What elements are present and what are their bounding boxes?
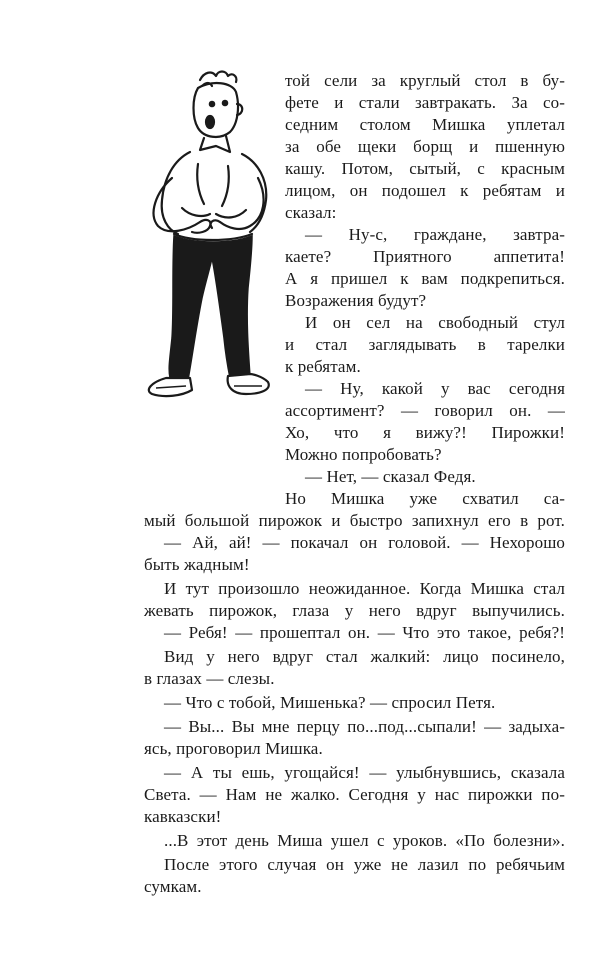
text-line: — Ну, какой у вас сегодня	[305, 379, 565, 398]
text-line: — Ребя! — прошептал он. — Что это такое, ребя?!	[164, 623, 565, 642]
text-line: И тут произошло неожиданное. Когда Мишка стал	[164, 579, 565, 598]
text-line: Возражения будут?	[285, 291, 427, 310]
text-line: жевать пирожок, глаза у него вдруг выпучились.	[144, 601, 565, 620]
text-line: И он сел на свободный стул	[305, 313, 565, 332]
text-line: лицом, он подошел к ребятам и	[285, 181, 565, 200]
text-line: — Что с тобой, Мишенька? — спросил Петя.	[164, 693, 496, 712]
text-line: сумкам.	[144, 877, 202, 896]
text-line: в глазах — слезы.	[144, 669, 275, 688]
text-line: седним столом Мишка уплетал	[285, 115, 565, 134]
text-line: мый большой пирожок и быстро запихнул его в рот.	[144, 511, 565, 530]
text-line: ясь, проговорил Мишка.	[144, 739, 323, 758]
text-line: — Вы... Вы мне перцу по...под...сыпали! — задыха-	[164, 717, 565, 736]
text-line: — Ну-с, граждане, завтра-	[305, 225, 565, 244]
text-line: кавказски!	[144, 807, 222, 826]
text-line: фете и стали завтракать. За со-	[285, 93, 565, 112]
text-line: После этого случая он уже не лазил по ребячьим	[164, 855, 565, 874]
text-line: быть жадным!	[144, 555, 250, 574]
text-line: Вид у него вдруг стал жалкий: лицо посинело,	[164, 647, 565, 666]
text-line: ассортимент? — говорил он. —	[285, 401, 565, 420]
text-line: Света. — Нам не жалко. Сегодня у нас пирожки по-	[144, 785, 565, 804]
text-line: — А ты ешь, угощайся! — улыбнувшись, сказала	[164, 763, 565, 782]
text-line: сказал:	[285, 203, 337, 222]
text-line: Можно попробовать?	[285, 445, 442, 464]
text-line: — Ай, ай! — покачал он головой. — Нехорошо	[164, 533, 565, 552]
text-line: за обе щеки борщ и пшенную	[285, 137, 565, 156]
text-line: ...В этот день Миша ушел с уроков. «По болезни».	[164, 831, 565, 850]
text-line: к ребятам.	[285, 357, 361, 376]
text-line: — Нет, — сказал Федя.	[305, 467, 476, 486]
text-line: каете? Приятного аппетита!	[285, 247, 565, 266]
text-line: Хо, что я вижу?! Пирожки!	[285, 423, 565, 442]
text-line: А я пришел к вам подкрепиться.	[285, 269, 565, 288]
mishka-illustration	[112, 68, 272, 403]
text-line: той сели за круглый стол в бу-	[285, 71, 565, 90]
text-line: и стал заглядывать в тарелки	[285, 335, 565, 354]
text-line: кашу. Потом, сытый, с красным	[285, 159, 565, 178]
text-line: Но Мишка уже схватил са-	[285, 489, 565, 508]
